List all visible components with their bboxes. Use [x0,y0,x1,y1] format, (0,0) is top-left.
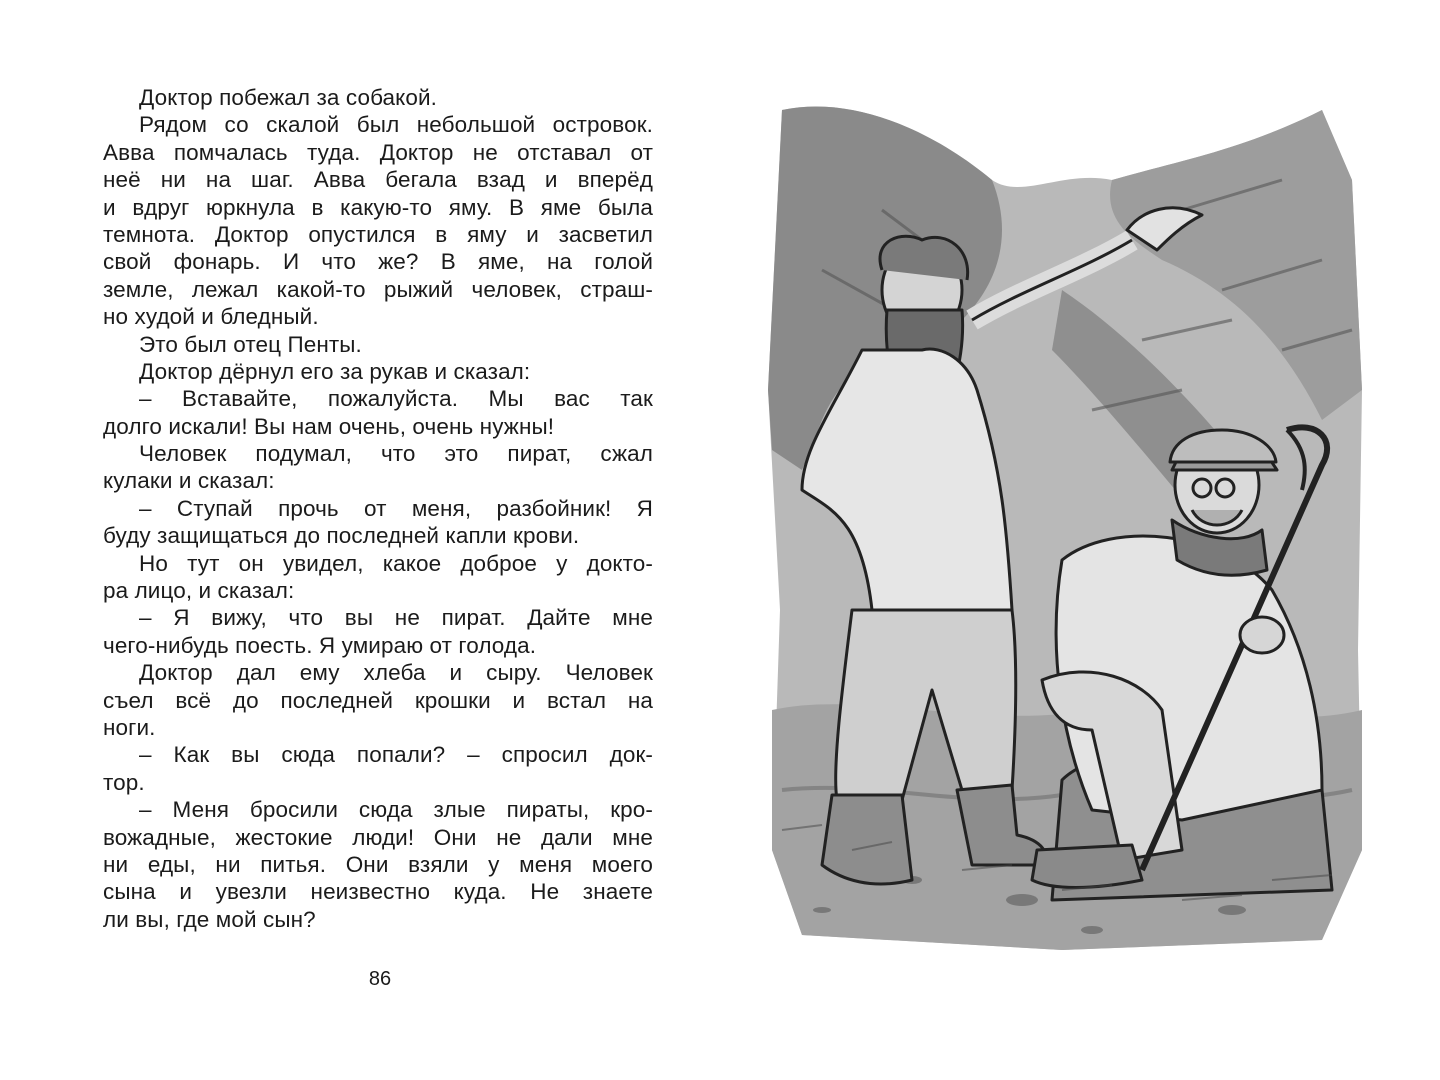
text-line: земле, лежал какой-то рыжий человек, страш- [103,276,653,302]
text-line: Но тут он увидел, какое доброе у докто- [139,550,653,576]
text-line: – Вставайте, пожалуйста. Мы вас так [139,386,653,412]
text-line: вожадные, жестокие люди! Они не дали мне [103,824,653,850]
text-line: неё ни на шаг. Авва бегала взад и вперёд [103,167,653,193]
text-line: съел всё до последней крошки и встал на [103,687,653,713]
text-line: кулаки и сказал: [103,468,275,494]
text-line: ра лицо, и сказал: [103,578,295,604]
text-line: – Ступай прочь от меня, разбойник! Я [139,495,653,521]
text-line: Рядом со скалой был небольшой островок. [139,112,653,138]
text-line: темнота. Доктор опустился в яму и засветил [103,221,653,247]
text-line: но худой и бледный. [103,304,319,330]
text-line: Человек подумал, что это пират, сжал [139,441,653,467]
text-line: – Как вы сюда попали? – спросил док- [139,742,653,768]
text-line: сына и увезли неизвестно куда. Не знаете [103,879,653,905]
text-line: Это был отец Пенты. [139,331,362,357]
text-line: чего-нибудь поесть. Я умираю от голода. [103,632,537,658]
text-line: буду защищаться до последней капли крови. [103,523,580,549]
illustration-bearded-man-and-doctor [762,90,1364,960]
text-line: – Меня бросили сюда злые пираты, кро- [139,797,653,823]
text-line: долго искали! Вы нам очень, очень нужны! [103,413,555,439]
text-line: Доктор побежал за собакой. [139,85,437,110]
text-line: Доктор дал ему хлеба и сыру. Человек [139,660,653,686]
text-line: – Я вижу, что вы не пират. Дайте мне [139,605,653,631]
story-text [103,84,653,933]
text-line: Доктор дёрнул его за рукав и сказал: [139,358,531,384]
text-line: тор. [103,769,145,795]
page-number: 86 [368,968,392,990]
text-line: ли вы, где мой сын? [103,906,316,932]
text-line: и вдруг юркнула в какую-то яму. В яме была [103,194,653,220]
text-line: ни еды, ни питья. Они взяли у меня моего [103,851,653,877]
text-line: Авва помчалась туда. Доктор не отставал от [103,139,653,165]
text-line: ноги. [103,714,156,740]
text-line: свой фонарь. И что же? В яме, на голой [103,249,653,275]
